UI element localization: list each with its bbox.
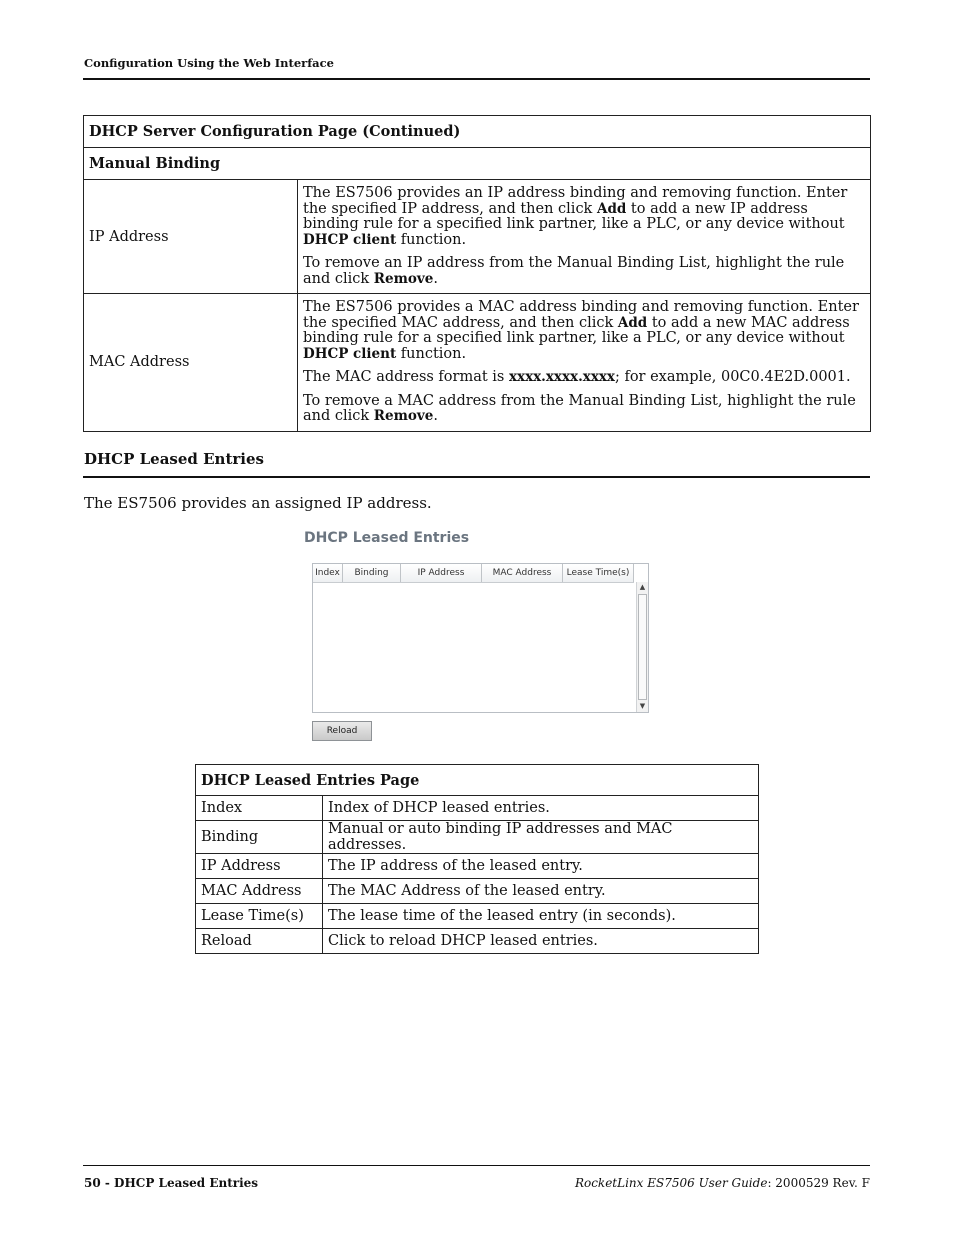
field-description: The IP address of the leased entry.: [323, 854, 759, 879]
table-section-manual-binding: Manual Binding: [84, 148, 871, 180]
column-header-lease-time[interactable]: Lease Time(s): [563, 564, 634, 582]
leased-entries-grid[interactable]: [312, 563, 649, 713]
scrollbar-track[interactable]: [638, 594, 647, 700]
grid-header: [313, 564, 634, 583]
dhcp-leased-entries-table: [195, 764, 759, 954]
section-rule: [83, 476, 870, 478]
reload-button[interactable]: Reload: [312, 721, 372, 741]
vertical-scrollbar[interactable]: [636, 582, 648, 712]
field-description: Manual or auto binding IP addresses and MAC addresses.: [323, 821, 759, 854]
intro-paragraph: The ES7506 provides an assigned IP address.: [84, 494, 432, 512]
scroll-up-icon[interactable]: ▲: [639, 583, 646, 591]
table-row: [196, 929, 759, 954]
footer-doc-number: : 2000529 Rev. F: [767, 1176, 870, 1190]
field-name: Lease Time(s): [196, 904, 323, 929]
footer-doc-title: RocketLinx ES7506 User Guide: [574, 1176, 768, 1190]
field-name: MAC Address: [196, 879, 323, 904]
field-description: The lease time of the leased entry (in seconds).: [323, 904, 759, 929]
field-name: Binding: [196, 821, 323, 854]
row-desc-mac-address: The ES7506 provides a MAC address binding and removing function. Enter the specified MAC address, and then click Add to add a new MAC address binding rule for a specified link partner, like a PLC, or any device without DHCP client function. The MAC address format is xxxx.xxxx.xxxx; for example, 00C0.4E2D.0001. To remove a MAC address from the Manual Binding List, highlight the rule and click Remove.: [298, 294, 871, 432]
column-header-mac-address[interactable]: MAC Address: [482, 564, 563, 582]
header-rule: [83, 78, 870, 80]
table-row: [196, 796, 759, 821]
column-header-binding[interactable]: Binding: [343, 564, 401, 582]
section-heading-dhcp-leased-entries: DHCP Leased Entries: [84, 450, 264, 468]
field-description: Index of DHCP leased entries.: [323, 796, 759, 821]
table-row: [84, 180, 871, 294]
dhcp-server-config-table: [83, 115, 871, 432]
table-row: [196, 879, 759, 904]
table-row: [196, 854, 759, 879]
field-name: Index: [196, 796, 323, 821]
running-header: Configuration Using the Web Interface: [84, 56, 334, 70]
table-title: DHCP Server Configuration Page (Continued): [84, 116, 871, 148]
row-label-mac-address: MAC Address: [84, 294, 298, 432]
footer-rule: [83, 1165, 870, 1166]
column-header-index[interactable]: Index: [313, 564, 343, 582]
table-title: DHCP Leased Entries Page: [196, 765, 759, 796]
row-label-ip-address: IP Address: [84, 180, 298, 294]
footer-page-label: 50 - DHCP Leased Entries: [84, 1176, 259, 1190]
table-row: [84, 294, 871, 432]
table-row: [196, 821, 759, 854]
field-name: Reload: [196, 929, 323, 954]
field-description: The MAC Address of the leased entry.: [323, 879, 759, 904]
row-desc-ip-address: The ES7506 provides an IP address binding and removing function. Enter the specified IP address, and then click Add to add a new IP address binding rule for a specified link partner, like a PLC, or any device without DHCP client function. To remove an IP address from the Manual Binding List, highlight the rule and click Remove.: [298, 180, 871, 294]
footer-doc-info: [575, 1176, 870, 1190]
screenshot-title: DHCP Leased Entries: [304, 530, 470, 546]
table-row: [196, 904, 759, 929]
scroll-down-icon[interactable]: ▼: [639, 702, 646, 710]
field-name: IP Address: [196, 854, 323, 879]
column-header-ip-address[interactable]: IP Address: [401, 564, 482, 582]
field-description: Click to reload DHCP leased entries.: [323, 929, 759, 954]
